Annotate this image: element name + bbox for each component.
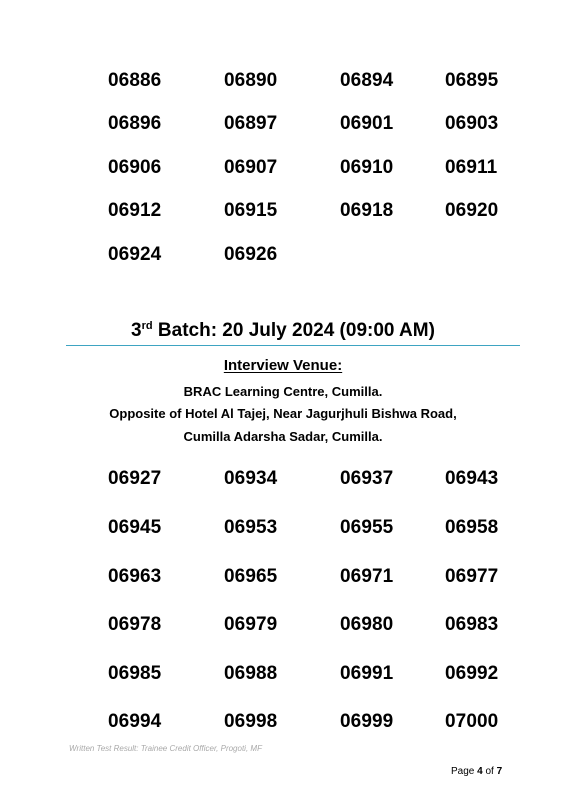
- page-current: 4: [477, 766, 483, 777]
- roll-number: 06890: [224, 70, 278, 91]
- roll-number: 06955: [340, 517, 394, 538]
- roll-number: 06985: [108, 663, 162, 684]
- roll-number: 06991: [340, 663, 394, 684]
- venue-title-text: Interview Venue:: [223, 357, 343, 374]
- roll-number: 06958: [445, 517, 499, 538]
- roll-number: 06979: [224, 614, 278, 635]
- roll-number: 06937: [340, 468, 394, 489]
- roll-number: 06963: [108, 566, 162, 587]
- roll-number: 06915: [224, 200, 278, 221]
- venue-address-line: Opposite of Hotel Al Tajej, Near Jagurjhuli Bishwa Road,: [109, 406, 457, 421]
- roll-number: 06927: [108, 468, 162, 489]
- venue-address-line: Cumilla Adarsha Sadar, Cumilla.: [183, 429, 383, 444]
- roll-number: 06992: [445, 663, 499, 684]
- heading-divider: [66, 345, 520, 346]
- roll-number: 07000: [445, 711, 499, 732]
- roll-number: 06983: [445, 614, 499, 635]
- roll-number: 06978: [108, 614, 162, 635]
- page-prefix: Page: [451, 766, 478, 777]
- roll-number: 06988: [224, 663, 278, 684]
- roll-number: 06918: [340, 200, 394, 221]
- roll-number: 06999: [340, 711, 394, 732]
- page-number: [451, 766, 502, 777]
- venue-address-line: BRAC Learning Centre, Cumilla.: [183, 384, 383, 399]
- roll-number: 06906: [108, 157, 162, 178]
- page-total: 7: [496, 766, 503, 777]
- roll-number: 06924: [108, 244, 162, 265]
- roll-number: 06953: [224, 517, 278, 538]
- roll-number: 06895: [445, 70, 499, 91]
- roll-number: 06903: [445, 113, 499, 134]
- roll-number: 06886: [108, 70, 162, 91]
- roll-number: 06920: [445, 200, 499, 221]
- batch-ordinal-suffix: rd: [141, 320, 153, 332]
- roll-number: 06980: [340, 614, 394, 635]
- batch-title: Batch: 20 July 2024 (09:00 AM): [152, 320, 435, 341]
- roll-number: 06926: [224, 244, 278, 265]
- page-of: of: [482, 766, 497, 777]
- batch-heading: [0, 318, 566, 344]
- roll-number: 06897: [224, 113, 278, 134]
- footer-note: Written Test Result: Trainee Credit Officer, Progoti, MF: [69, 744, 262, 753]
- roll-number: 06912: [108, 200, 162, 221]
- roll-number: 06965: [224, 566, 278, 587]
- roll-number: 06998: [224, 711, 278, 732]
- roll-number: 06994: [108, 711, 162, 732]
- roll-number: 06910: [340, 157, 394, 178]
- roll-number: 06896: [108, 113, 162, 134]
- roll-number: 06945: [108, 517, 162, 538]
- batch-ordinal-number: 3: [131, 320, 142, 341]
- roll-number: 06943: [445, 468, 499, 489]
- venue-title: [0, 356, 566, 376]
- roll-number: 06977: [445, 566, 499, 587]
- roll-number: 06901: [340, 113, 394, 134]
- roll-number: 06971: [340, 566, 394, 587]
- roll-number: 06907: [224, 157, 278, 178]
- roll-number: 06894: [340, 70, 394, 91]
- roll-number: 06934: [224, 468, 278, 489]
- roll-number: 06911: [445, 157, 498, 178]
